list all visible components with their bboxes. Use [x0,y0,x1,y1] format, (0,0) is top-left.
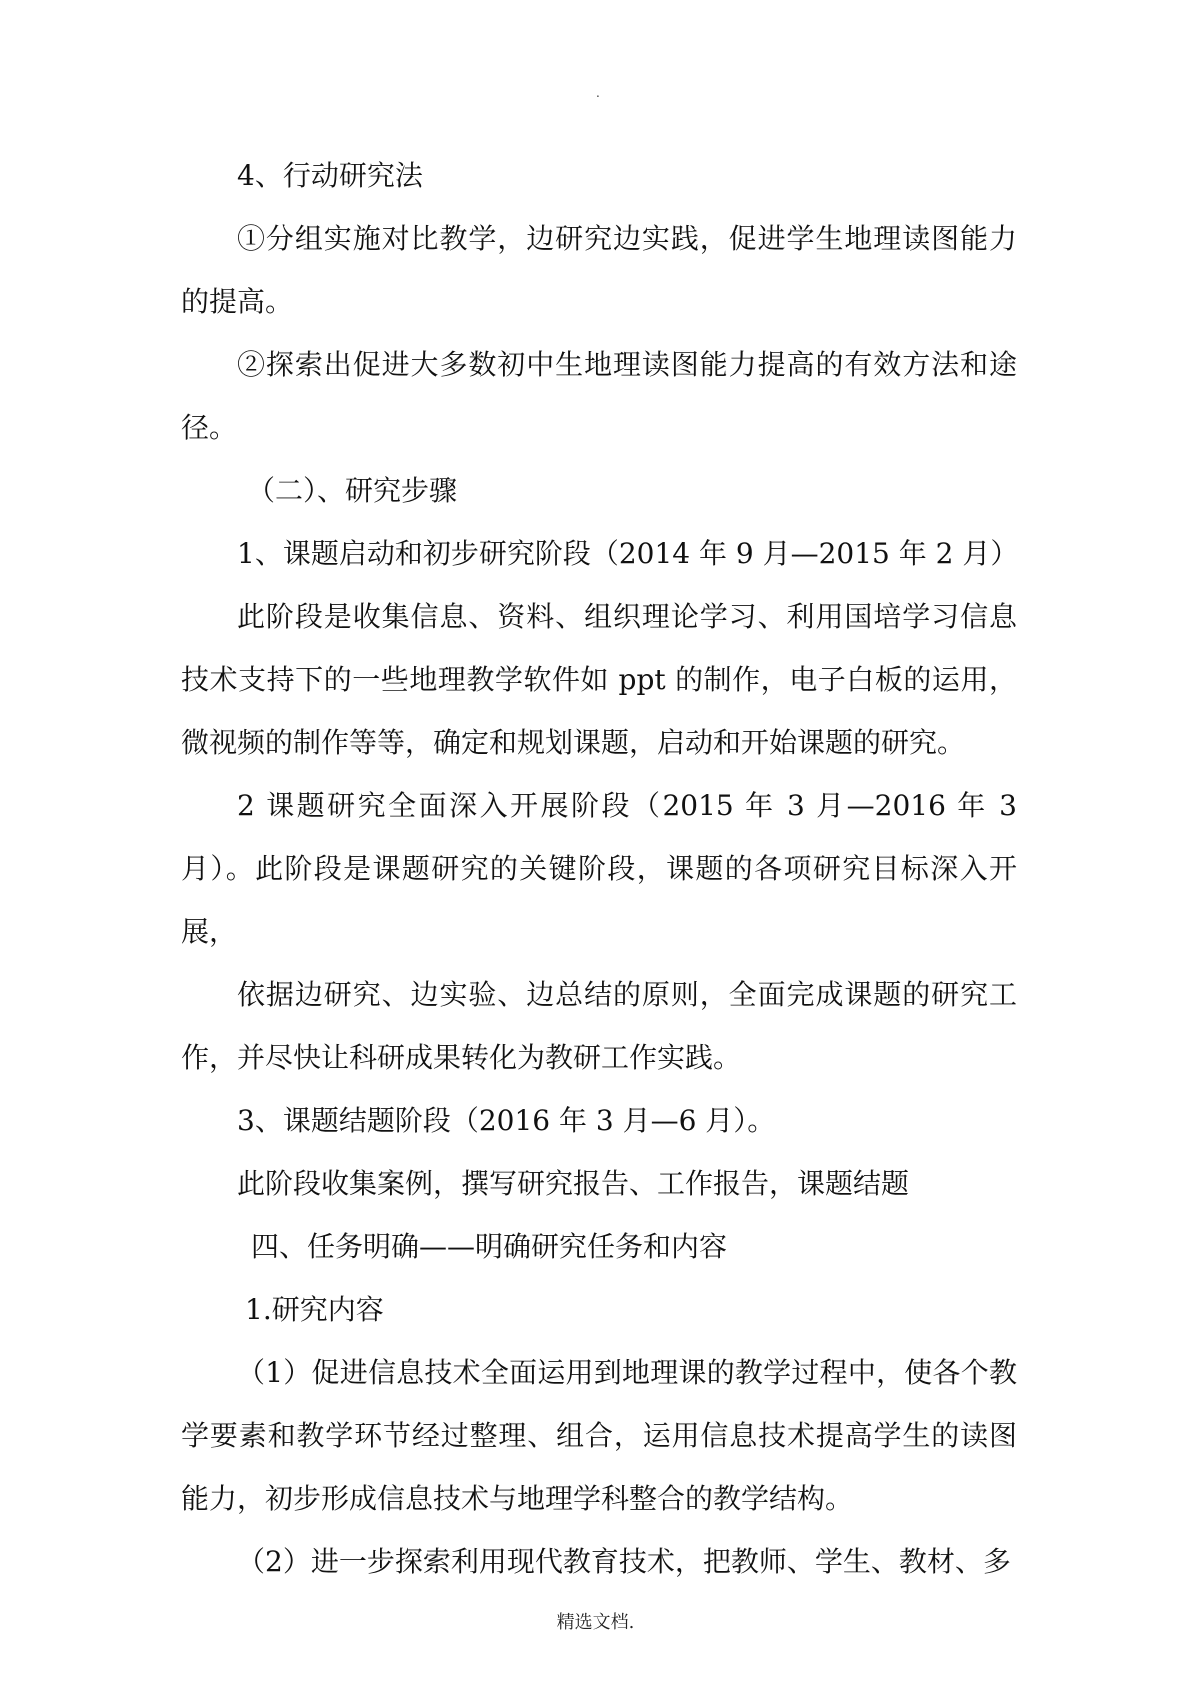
section-heading-research-steps: （二）、研究步骤 [247,474,458,507]
subheading-research-content: 1.研究内容 [245,1293,384,1326]
step-3-description: 此阶段收集案例，撰写研究报告、工作报告，课题结题 [237,1167,910,1200]
header-dot: . [596,86,600,100]
paragraph-explore-methods: ②探索出促进大多数初中生地理读图能力提高的有效方法和途径。 [181,348,1017,444]
content-item-1: （1）促进信息技术全面运用到地理课的教学过程中，使各个教学要素和教学环节经过整理、组合，运用信息技术提高学生的读图能力，初步形成信息技术与地理学科整合的教学结构。 [181,1356,1017,1515]
footer-label: 精选文档. [556,1612,635,1633]
step-2-description: 2 课题研究全面深入开展阶段（2015 年 3 月—2016 年 3 月）。此阶段是课题研究的关键阶段，课题的各项研究目标深入开展， [181,789,1017,948]
section-heading-action-research: 4、行动研究法 [237,159,423,192]
step-3-heading: 3、课题结题阶段（2016 年 3 月—6 月）。 [237,1104,776,1137]
content-item-2: （2）进一步探索利用现代教育技术，把教师、学生、教材、多 [237,1545,1011,1578]
section-heading-tasks: 四、任务明确——明确研究任务和内容 [251,1230,728,1263]
step-1-heading: 1、课题启动和初步研究阶段（2014 年 9 月—2015 年 2 月） [237,537,1019,570]
document-body [181,144,1017,1593]
step-2-principles: 依据边研究、边实验、边总结的原则，全面完成课题的研究工作，并尽快让科研成果转化为教研工作实践。 [181,978,1017,1074]
step-1-description: 此阶段是收集信息、资料、组织理论学习、利用国培学习信息技术支持下的一些地理教学软件如 ppt 的制作，电子白板的运用，微视频的制作等等，确定和规划课题，启动和开始课题的研究。 [181,600,1017,759]
paragraph-group-teaching: ①分组实施对比教学，边研究边实践，促进学生地理读图能力的提高。 [181,222,1017,318]
